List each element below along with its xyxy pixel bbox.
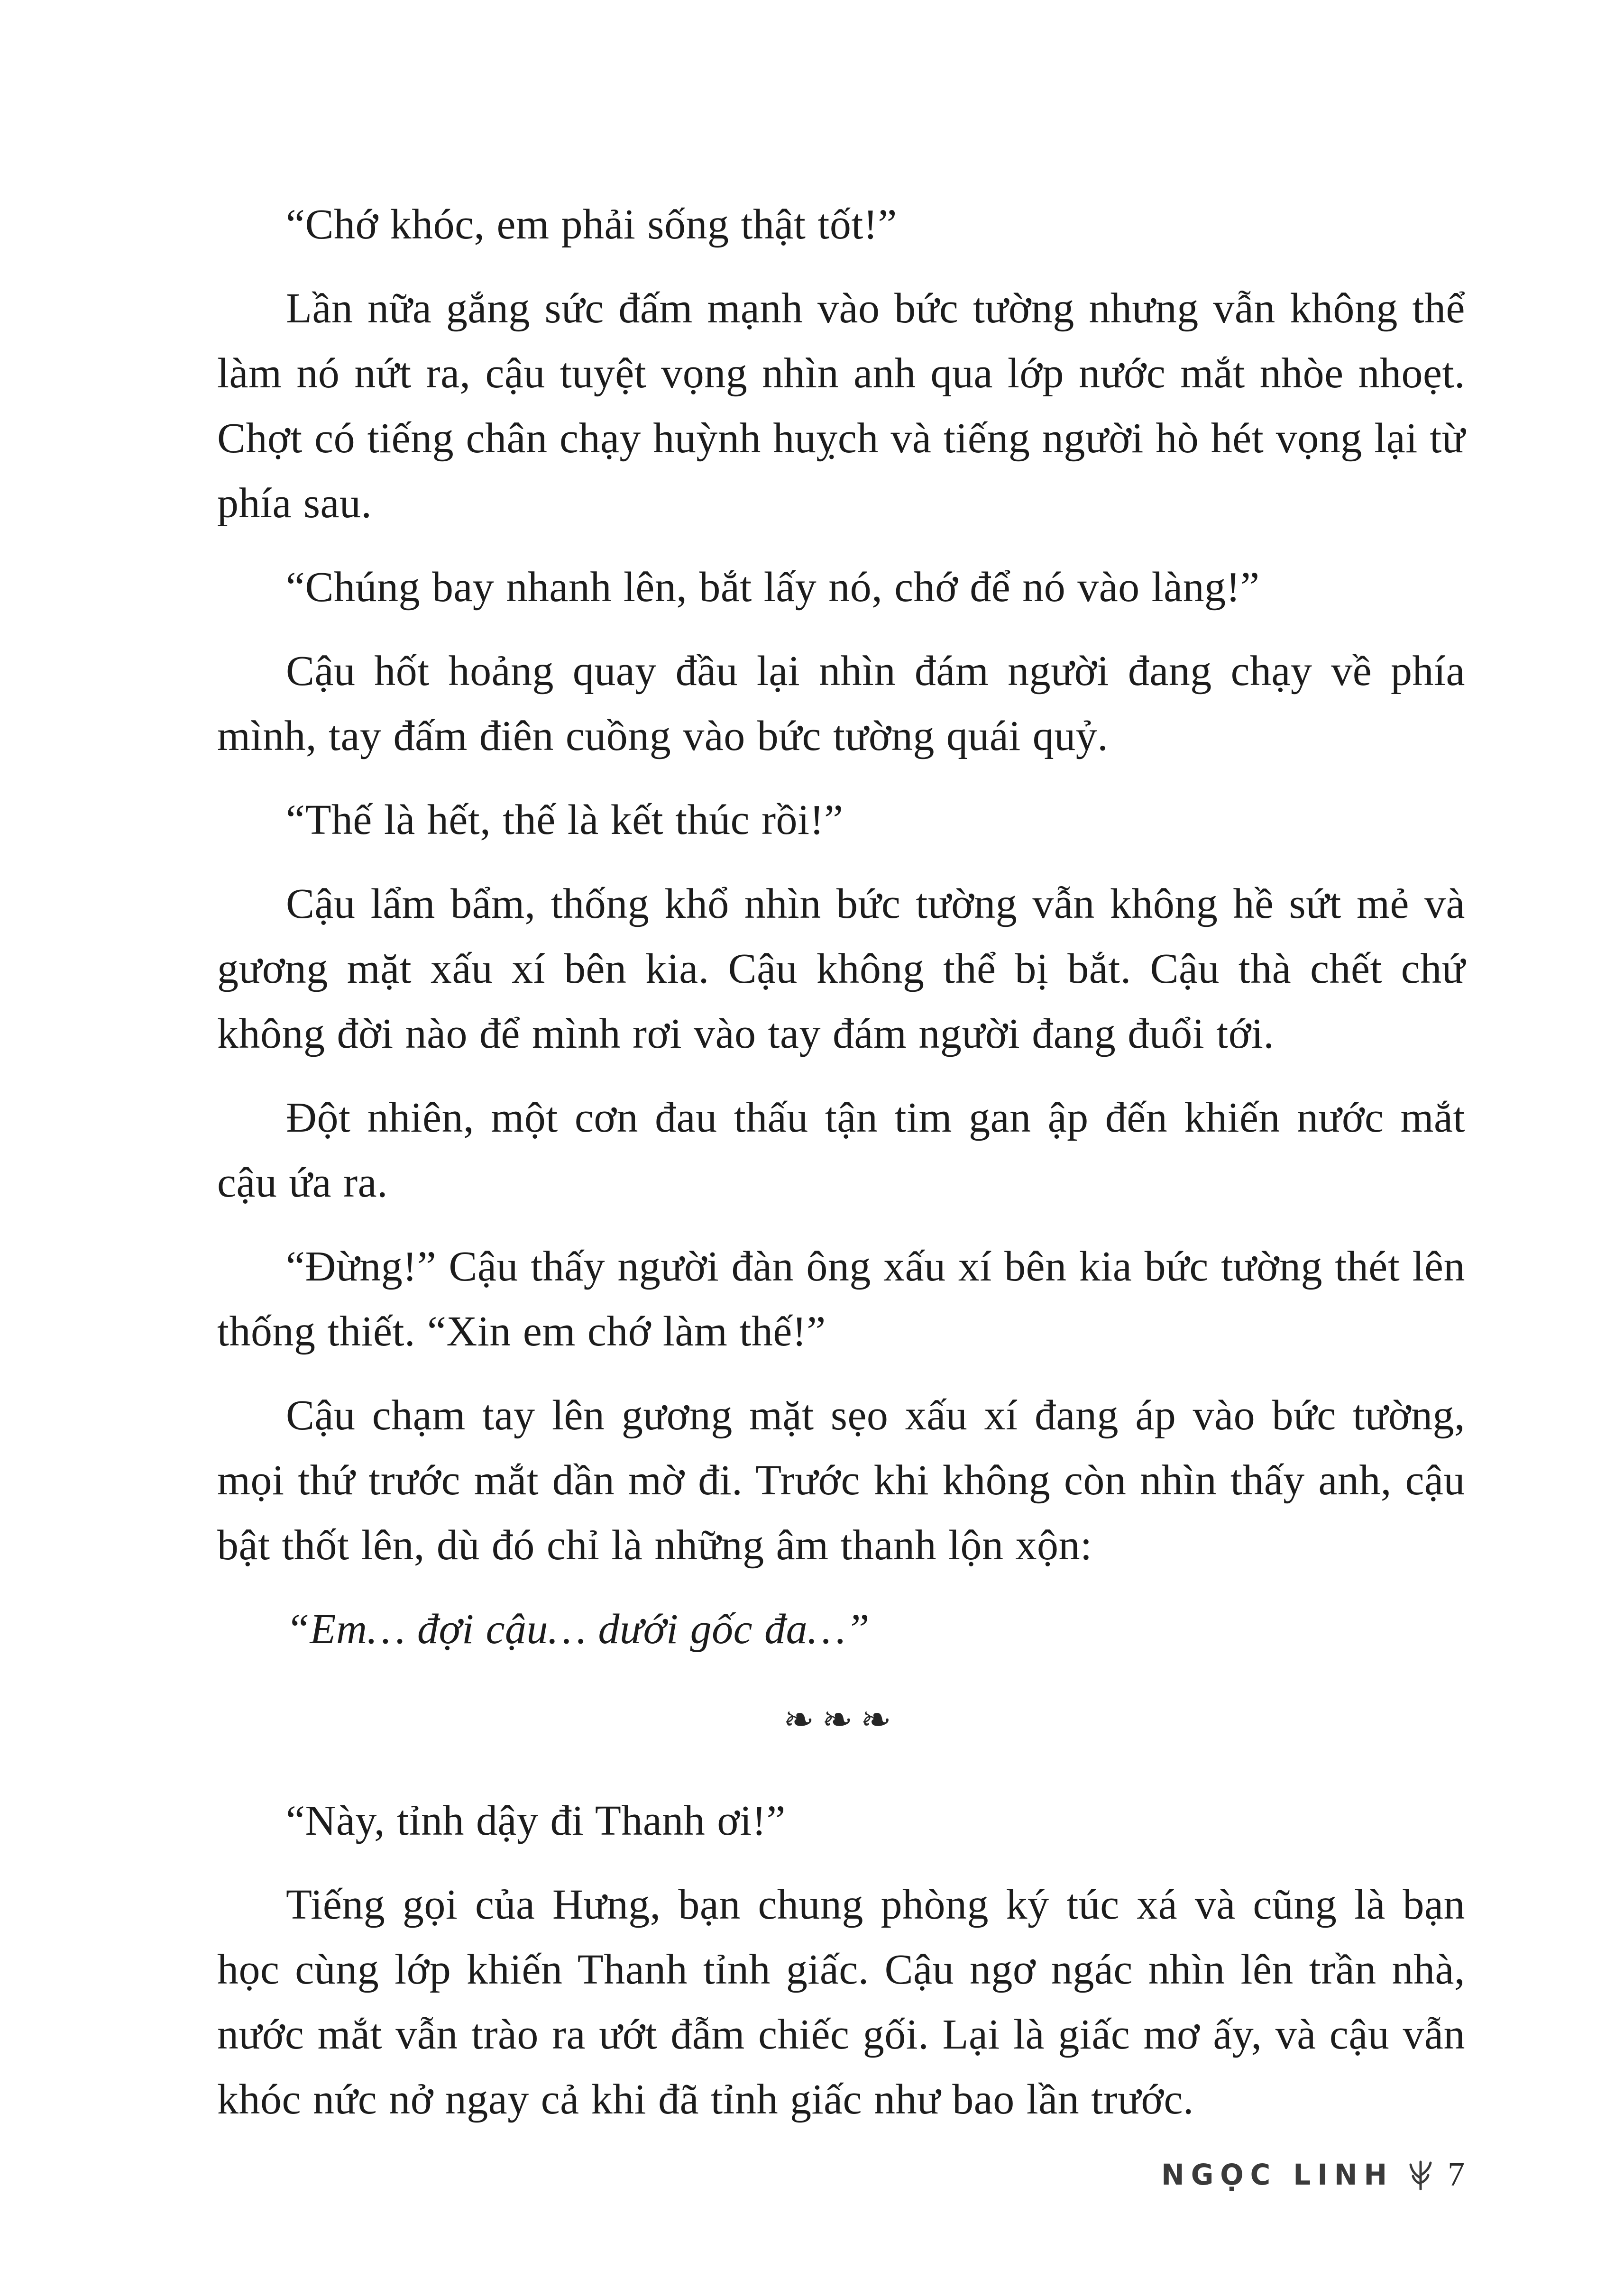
paragraph: Tiếng gọi của Hưng, bạn chung phòng ký túc xá và cũng là bạn học cùng lớp khiến Thanh tỉnh giấc. Cậu ngơ ngác nhìn lên trần nhà, nước mắt vẫn trào ra ướt đẫm chiếc gối. Lại là giấc mơ ấy, và cậu vẫn khóc nức nở ngay cả khi đã tỉnh giấc như bao lần trước. — [217, 1881, 1465, 2123]
paragraph: Cậu chạm tay lên gương mặt sẹo xấu xí đang áp vào bức tường, mọi thứ trước mắt dần mờ đi. Trước khi không còn nhìn thấy anh, cậu bật thốt lên, dù đó chỉ là những âm thanh lộn xộn: — [217, 1392, 1465, 1569]
paragraph: “Em… đợi cậu… dưới gốc đa…” — [286, 1606, 870, 1653]
paragraph: “Đừng!” Cậu thấy người đàn ông xấu xí bên kia bức tường thét lên thống thiết. “Xin em chớ làm thế!” — [217, 1243, 1465, 1355]
paragraph: “Thế là hết, thế là kết thúc rồi!” — [286, 796, 844, 843]
page-footer — [1161, 2155, 1465, 2194]
text-block — [217, 192, 1465, 2151]
section-ornament: ❧❧❧ — [783, 1699, 899, 1741]
paragraph: Cậu hốt hoảng quay đầu lại nhìn đám người đang chạy về phía mình, tay đấm điên cuồng vào bức tường quái quỷ. — [217, 648, 1465, 759]
leaf-icon — [1407, 2159, 1434, 2190]
paragraph: Lần nữa gắng sức đấm mạnh vào bức tường nhưng vẫn không thể làm nó nứt ra, cậu tuyệt vọng nhìn anh qua lớp nước mắt nhòe nhoẹt. Chợt có tiếng chân chạy huỳnh huỵch và tiếng người hò hét vọng lại từ phía sau. — [217, 285, 1465, 527]
paragraph: “Chớ khóc, em phải sống thật tốt!” — [286, 201, 897, 248]
footer-author: NGỌC LINH — [1161, 2157, 1394, 2192]
page-number: 7 — [1448, 2155, 1465, 2193]
paragraph: Cậu lẩm bẩm, thống khổ nhìn bức tường vẫn không hề sứt mẻ và gương mặt xấu xí bên kia. Cậu không thể bị bắt. Cậu thà chết chứ không đời nào để mình rơi vào tay đám người đang đuổi tới. — [217, 880, 1465, 1057]
paragraph: Đột nhiên, một cơn đau thấu tận tim gan ập đến khiến nước mắt cậu ứa ra. — [217, 1094, 1465, 1206]
paragraph: “Này, tỉnh dậy đi Thanh ơi!” — [286, 1797, 786, 1844]
paragraph: “Chúng bay nhanh lên, bắt lấy nó, chớ để nó vào làng!” — [286, 564, 1260, 611]
